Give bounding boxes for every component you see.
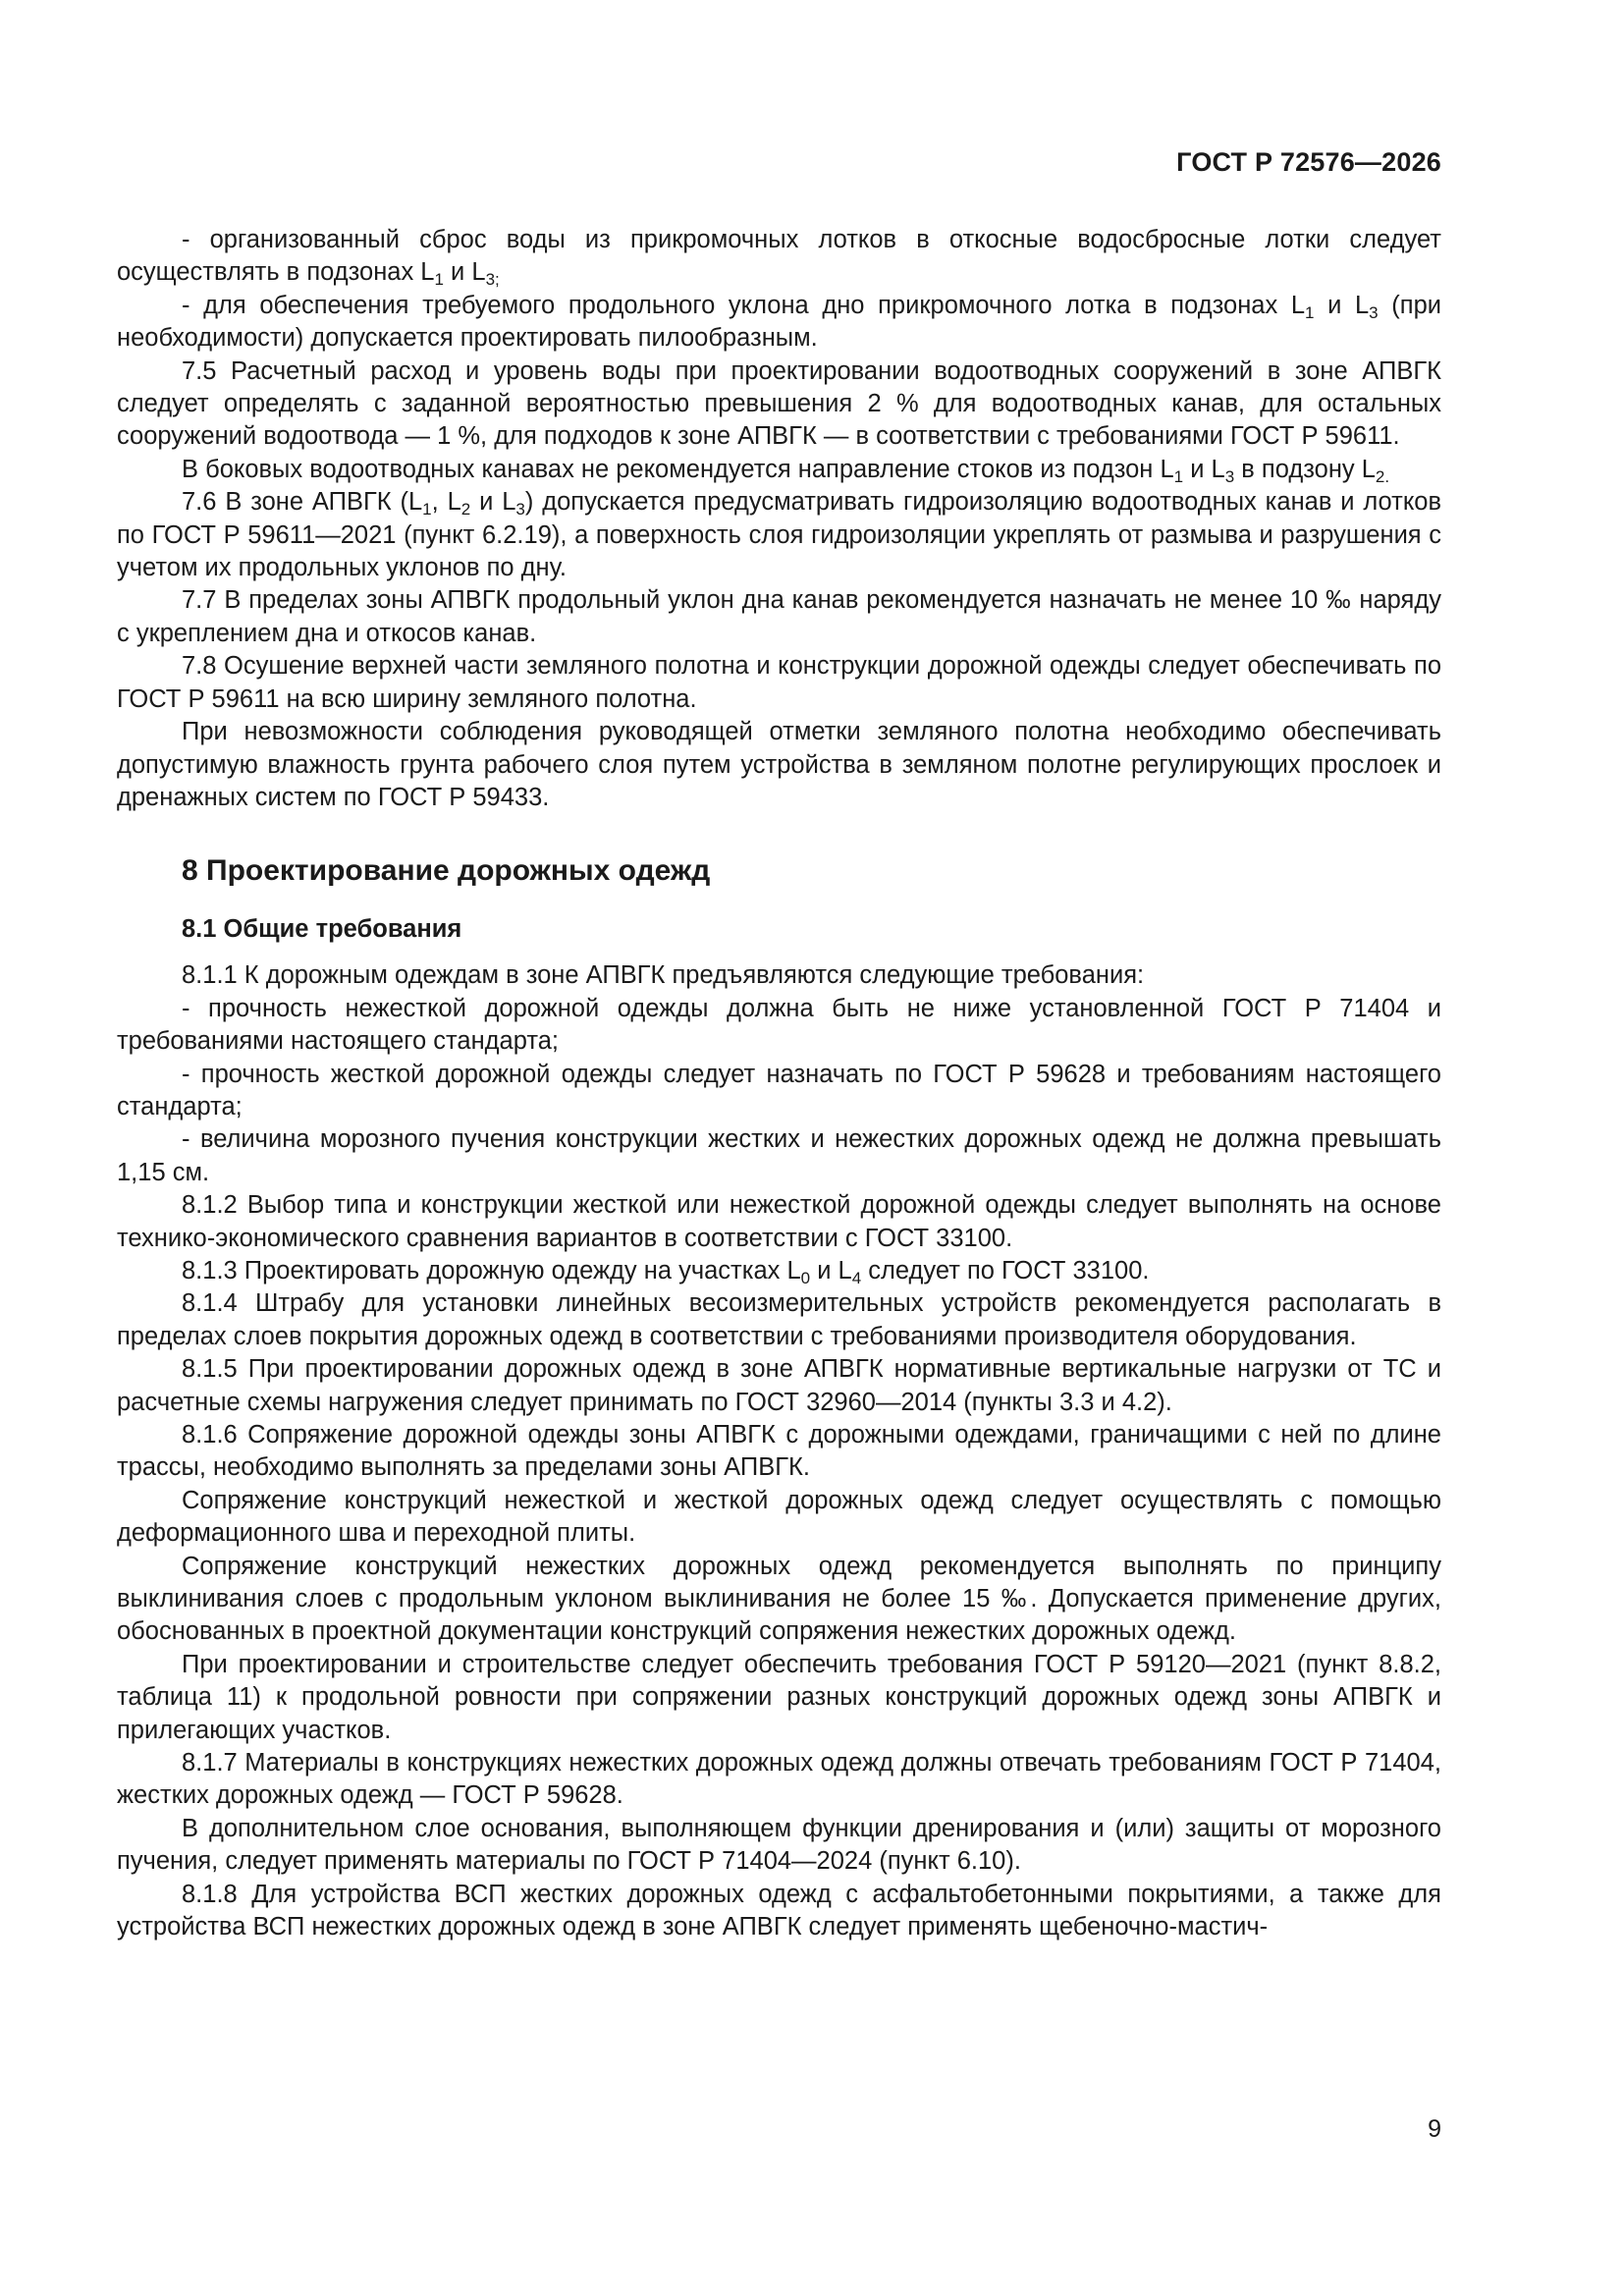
list-item: - для обеспечения требуемого продольного уклона дно прикромочного лотка в подзонах $L_1$ и $L_3$ (при необходимости) допускается проектировать пилообразным. [117,291,1441,353]
paragraph: Сопряжение конструкций нежестких дорожных одежд рекомендуется выполнять по принципу выклинивания слоев с продольным уклоном выклинивания не более 15 ‰. Допускается применение других, обоснованных в проектной документации конструкций сопряжения нежестких дорожных одежд. [117,1552,1441,1646]
paragraph: 7.6 В зоне АПВГК ($L_1$, $L_2$ и $L_3$) допускается предусматривать гидроизоляцию водоотводных канав и лотков по ГОСТ Р 59611—2021 (пункт 6.2.19), а поверхность слоя гидроизоляции укреплять от размыва и разрушения с учетом их продольных уклонов по дну. [117,488,1441,582]
page-body [117,224,1441,1944]
paragraph: 8.1.1 К дорожным одеждам в зоне АПВГК предъявляются следующие требования: [182,961,1145,990]
paragraph: В дополнительном слое основания, выполняющем функции дренирования и (или) защиты от морозного пучения, следует применять материалы по ГОСТ Р 71404—2024 (пункт 6.10). [117,1814,1441,1876]
paragraph: Сопряжение конструкций нежесткой и жесткой дорожных одежд следует осуществлять с помощью деформационного шва и переходной плиты. [117,1486,1441,1548]
page-number: 9 [1428,2115,1441,2143]
paragraph: 8.1.7 Материалы в конструкциях нежестких дорожных одежд должны отвечать требованиям ГОСТ Р 71404, жестких дорожных одежд — ГОСТ Р 59628. [117,1749,1441,1810]
paragraph: 8.1.8 Для устройства ВСП жестких дорожных одежд с асфальтобетонными покрытиями, а также для устройства ВСП нежестких дорожных одежд в зоне АПВГК следует применять щебеночно-мастич- [117,1880,1441,1941]
section-heading: 8 Проектирование дорожных одежд [182,854,711,888]
paragraph: 8.1.4 Штрабу для установки линейных весоизмерительных устройств рекомендуется располагать в пределах слоев покрытия дорожных одежд в соответствии с требованиями производителя оборудования. [117,1289,1441,1350]
paragraph: При проектировании и строительстве следует обеспечить требования ГОСТ Р 59120—2021 (пункт 8.8.2, таблица 11) к продольной ровности при сопряжении разных конструкций дорожных одежд зоны АПВГК и прилегающих участков. [117,1650,1441,1744]
paragraph: При невозможности соблюдения руководящей отметки земляного полотна необходимо обеспечивать допустимую влажность грунта рабочего слоя путем устройства в земляном полотне регулирующих прослоек и дренажных систем по ГОСТ Р 59433. [117,718,1441,811]
list-item: - величина морозного пучения конструкции жестких и нежестких дорожных одежд не должна превышать 1,15 см. [117,1125,1441,1186]
list-item: - прочность жесткой дорожной одежды следует назначать по ГОСТ Р 59628 и требованиям настоящего стандарта; [117,1060,1441,1121]
paragraphs-top [117,224,1441,814]
list-item: - организованный сброс воды из прикромочных лотков в откосные водосбросные лотки следует осуществлять в подзонах $L_1$ и $L_{3;}$ [117,226,1441,290]
paragraph: 7.7 В пределах зоны АПВГК продольный уклон дна канав рекомендуется назначать не менее 10 ‰ наряду с укреплением дна и откосов канав. [117,586,1441,647]
paragraph: 8.1.2 Выбор типа и конструкции жесткой или нежесткой дорожной одежды следует выполнять на основе технико-экономического сравнения вариантов в соответствии с ГОСТ 33100. [117,1191,1441,1252]
paragraph: 8.1.6 Сопряжение дорожной одежды зоны АПВГК с дорожными одеждами, граничащими с ней по длине трассы, необходимо выполнять за пределами зоны АПВГК. [117,1421,1441,1482]
paragraph: 8.1.3 Проектировать дорожную одежду на участках $L_0$ и $L_4$ следует по ГОСТ 33100. [182,1256,1150,1287]
doc-code-header: ГОСТ Р 72576—2026 [1176,147,1441,177]
paragraph: 8.1.5 При проектировании дорожных одежд в зоне АПВГК нормативные вертикальные нагрузки от ТС и расчетные схемы нагружения следует принимать по ГОСТ 32960—2014 (пункты 3.3 и 4.2). [117,1355,1441,1416]
list-item: - прочность нежесткой дорожной одежды должна быть не ниже установленной ГОСТ Р 71404 и требованиями настоящего стандарта; [117,994,1441,1056]
paragraph: 7.8 Осушение верхней части земляного полотна и конструкции дорожной одежды следует обеспечивать по ГОСТ Р 59611 на всю ширину земляного полотна. [117,652,1441,713]
paragraph: В боковых водоотводных канавах не рекомендуется направление стоков из подзон $L_1$ и $L_3$ в подзону $L_{2.}$ [182,455,1390,486]
subsection-heading: 8.1 Общие требования [182,915,462,944]
paragraph: 7.5 Расчетный расход и уровень воды при проектировании водоотводных сооружений в зоне АПВГК следует определять с заданной вероятностью превышения 2 % для водоотводных канав, для остальных сооружений водоотвода — 1 %, для подходов к зоне АПВГК — в соответствии с требованиями ГОСТ Р 59611. [117,356,1441,451]
paragraphs-bottom [117,959,1441,1943]
